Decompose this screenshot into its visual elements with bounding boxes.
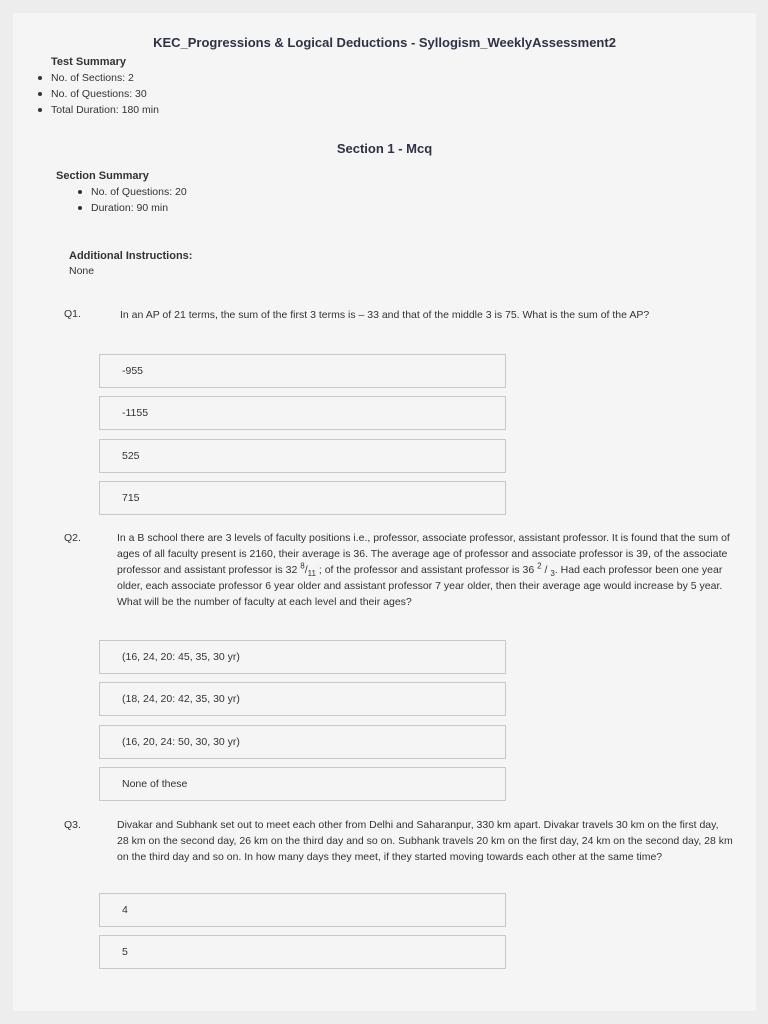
assessment-page (13, 13, 756, 1011)
answer-option[interactable]: (16, 24, 20: 45, 35, 30 yr) (99, 640, 506, 674)
test-summary-item: Total Duration: 180 min (51, 104, 159, 116)
answer-option[interactable]: 4 (99, 893, 506, 927)
section-summary-list (91, 184, 187, 216)
section-title: Section 1 - Mcq (336, 141, 433, 156)
fraction-numerator: 8 (300, 561, 305, 571)
answer-option[interactable]: 5 (99, 935, 506, 969)
fraction-denominator: 3 (550, 569, 555, 579)
section-summary-item: Duration: 90 min (91, 200, 187, 216)
section-summary-heading: Section Summary (56, 170, 149, 182)
fraction-numerator: 2 (537, 561, 542, 571)
fraction-denominator: 11 (307, 569, 316, 579)
answer-option[interactable]: -1155 (99, 396, 506, 430)
test-summary-item: No. of Questions: 30 (51, 86, 159, 102)
answer-option[interactable]: -955 (99, 354, 506, 388)
question-text: In an AP of 21 terms, the sum of the first 3 terms is – 33 and that of the middle 3 is 75. What is the sum of the AP? (120, 309, 650, 321)
question-text: In a B school there are 3 levels of faculty positions i.e., professor, associate professor, assistant professor. It is found that the sum of ages of all faculty present is 2160, their average is 36. The average age of professor and associate professor is 39, of the associate professor and assistant professor is 32 $^8/_{11}$ ; of the professor and assistant professor is 36 $^2$ / $_3$. Had each professor been one year older, each associate professor 6 year older and assistant professor 7 year older, then their average age would increase by 5 year. What will be the number of faculty at each level and their ages? (117, 532, 730, 608)
test-summary-list (51, 70, 159, 118)
page-title: KEC_Progressions & Logical Deductions - Syllogism_WeeklyAssessment2 (153, 35, 616, 50)
question-text-part: . Had each professor been one year older, each associate professor 6 year older and assistant professor 7 year older, then their average age would increase by 5 year. What will be the number of faculty at each level and their ages? (117, 564, 723, 608)
test-summary-item: No. of Sections: 2 (51, 70, 159, 86)
test-summary-heading: Test Summary (51, 56, 126, 68)
question-number: Q1. (64, 308, 81, 320)
question-text: Divakar and Subhank set out to meet each other from Delhi and Saharanpur, 330 km apart. Divakar travels 30 km on the first day, 28 km on the second day, 26 km on the third day and so on. Subhank travels 20 km on the first day, 24 km on the second day, 28 km on the third day and so on. In how many days they meet, if they started moving towards each other at the same time? (117, 819, 733, 863)
section-summary-item: No. of Questions: 20 (91, 186, 187, 198)
answer-option[interactable]: 715 (99, 481, 506, 515)
question-text-part: ; of the professor and assistant professor is 36 (315, 564, 538, 576)
answer-option[interactable]: (16, 20, 24: 50, 30, 30 yr) (99, 725, 506, 759)
question-number: Q3. (64, 819, 81, 831)
additional-instructions-heading: Additional Instructions: (69, 250, 193, 262)
answer-option[interactable]: None of these (99, 767, 506, 801)
question-number: Q2. (64, 532, 81, 544)
additional-instructions-body: None (69, 265, 95, 277)
question-text-part: In a B school there are 3 levels of faculty positions i.e., professor, associate professor, assistant professor. It is found that the sum of ages of all faculty present is 2160, their average is 36. The average age of professor and associate professor is 39, of the associate professor and assistant professor is 32 (117, 532, 730, 576)
answer-option[interactable]: (18, 24, 20: 42, 35, 30 yr) (99, 682, 506, 716)
answer-option[interactable]: 525 (99, 439, 506, 473)
